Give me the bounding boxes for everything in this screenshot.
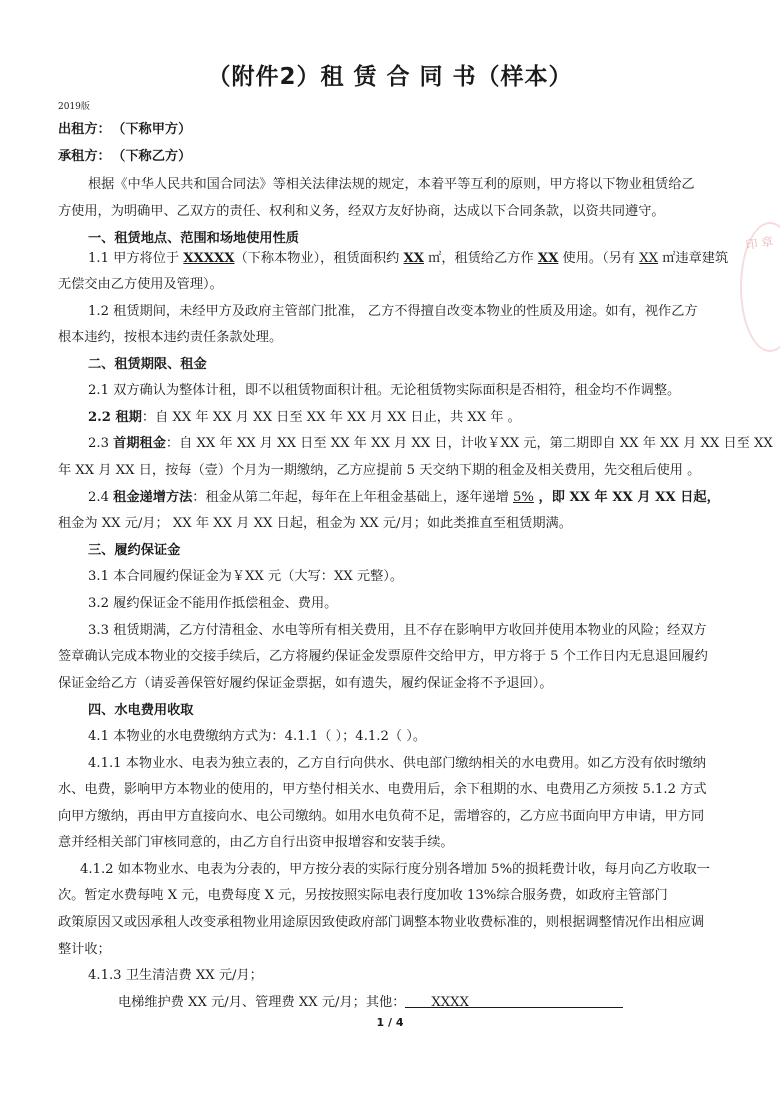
clause-4-1-3: 4.1.3 卫生清洁费 XX 元/月； (88, 968, 263, 983)
clause-3-2: 3.2 履约保证金不能用作抵偿租金、费用。 (88, 596, 338, 611)
clause-label: 租金递增方法 (113, 490, 193, 505)
lessor-alias: （下称甲方） (118, 122, 192, 137)
clause-2-4-line-1 (88, 489, 722, 507)
lessor-label: 出租方： (58, 122, 111, 137)
clause-2-2 (88, 409, 722, 427)
clause-3-3-line-1: 3.3 租赁期满，乙方付清租金、水电等所有相关费用，且不存在影响甲方收回并使用本物业的风险；经双方 (88, 623, 707, 638)
clause-text: ：租金从第二年起，每年在上年租金基础上，逐年递增 (192, 490, 513, 505)
clause-4-1-2-line-1: 4.1.2 如本物业水、电表为分表的，甲方按分表的实际行度分别各增加 5%的损耗费计收，每月向乙方收取一 (80, 862, 710, 877)
clause-text: 1.1 甲方将位于 (88, 251, 184, 266)
clause-2-3-line-1 (88, 435, 773, 453)
clause-text: ：自 XX 年 XX 月 XX 日至 XX 年 XX 月 XX 日，计收￥XX 元，第二期即自 XX 年 XX 月 XX 日至 XX (165, 436, 773, 451)
clause-4-1-2-line-3: 政策原因又或因承租人改变承租物业用途原因致使政府部门调整本物业收费标准的，则根据调整情况作出相应调 (58, 915, 705, 930)
clause-4-1-1-line-1: 4.1.1 本物业水、电表为独立表的，乙方自行向供水、供电部门缴纳相关的水电费用。如乙方没有依时缴纳 (88, 756, 706, 771)
clause-3-3-line-2: 签章确认完成本物业的交接手续后，乙方将履约保证金发票原件交给甲方，甲方将于 5 个工作日内无息退回履约 (58, 649, 708, 664)
clause-3-1: 3.1 本合同履约保证金为￥XX 元（大写：XX 元整）。 (88, 569, 404, 584)
section-1-heading: 一、租赁地点、范围和场地使用性质 (88, 231, 299, 246)
extra-area: XX (639, 251, 659, 266)
clause-text: ，即 XX 年 XX 月 XX 日起， (533, 490, 720, 505)
lessee-line (58, 148, 722, 166)
clause-4-1-1-line-3: 向甲方缴纳，再由甲方直接向水、电公司缴纳。如用水电负荷不足，需增容的，乙方应书面向甲方申请，甲方同 (58, 809, 705, 824)
clause-number: 2.4 (88, 490, 114, 505)
increase-rate: 5% (513, 490, 534, 505)
clause-1-1-line-1 (88, 250, 729, 268)
clause-1-2-line-1: 1.2 租赁期间，未经甲方及政府主管部门批准， 乙方不得擅自改变本物业的性质及用途。如有，视作乙方 (88, 304, 698, 319)
clause-number: 2.3 (88, 436, 114, 451)
clause-4-1-1-line-2: 水、电费，影响甲方本物业的使用的，甲方垫付相关水、电费用后，余下租期的水、电费用乙方须按 5.1.2 方式 (58, 782, 707, 797)
clause-2-1: 2.1 双方确认为整体计租，即不以租赁物面积计租。无论租赁物实际面积是否相符，租金均不作调整。 (88, 383, 681, 398)
lessee-alias: （下称乙方） (118, 149, 192, 164)
intro-line-1: 根据《中华人民共和国合同法》等相关法律法规的规定，本着平等互利的原则，甲方将以下物业租赁给乙 (88, 177, 695, 192)
clause-text: （下称本物业），租赁面积约 (234, 251, 404, 266)
rental-area: XX (403, 251, 424, 266)
other-fee-field: XXXX (405, 994, 623, 1008)
property-location: XXXXX (183, 251, 235, 266)
clause-label: 首期租金 (113, 436, 166, 451)
clause-4-1: 4.1 本物业的水电费缴纳方式为：4.1.1（ ）；4.1.2（ ）。 (88, 729, 427, 744)
clause-text: 使用。（另有 (558, 251, 640, 266)
clause-4-1-2-line-2: 次。暂定水费每吨 X 元，电费每度 X 元，另按按照实际电表行度加收 13%综合服务费，如政府主管部门 (58, 888, 668, 903)
clause-text: ㎡，租赁给乙方作 (423, 251, 538, 266)
section-4-heading: 四、水电费用收取 (88, 703, 194, 718)
clause-1-2-line-2: 根本违约，按根本违约责任条款处理。 (58, 330, 283, 345)
intro-line-2: 方使用，为明确甲、乙双方的责任、权利和义务，经双方友好协商，达成以下合同条款，以资共同遵守。 (58, 204, 665, 219)
lessee-label: 承租方： (58, 149, 111, 164)
document-title: （附件2）租 赁 合 同 书（样本） (207, 64, 573, 90)
property-use: XX (537, 251, 559, 266)
clause-3-3-line-3: 保证金给乙方（请妥善保管好履约保证金票据，如有遗失，履约保证金将不予退回）。 (58, 676, 553, 691)
clause-2-3-line-2: 年 XX 月 XX 日，按每（壹）个月为一期缴纳，乙方应提前 5 天交纳下期的租金及相关费用，先交租后使用 。 (58, 463, 701, 478)
clause-4-1-1-line-4: 意并经相关部门审核同意的，由乙方自行出资申报增容和安装手续。 (58, 835, 454, 850)
clause-text: ㎡违章建筑 (658, 251, 729, 266)
clause-1-1-line-2: 无偿交由乙方使用及管理）。 (58, 277, 223, 292)
section-2-heading: 二、租赁期限、租金 (88, 357, 207, 372)
seal-stamp-text: 印 章 (744, 234, 775, 253)
clause-4-1-2-line-4: 整计收； (58, 942, 111, 957)
version-label: 2019版 (58, 102, 90, 112)
clause-4-1-4 (118, 994, 722, 1012)
clause-label: 2.2 租期 (88, 410, 142, 425)
clause-text: ：自 XX 年 XX 月 XX 日至 XX 年 XX 月 XX 日止，共 XX 年 。 (141, 410, 521, 425)
clause-2-4-line-2: 租金为 XX 元/月； XX 年 XX 月 XX 日起，租金为 XX 元/月；如此类推直至租赁期满。 (58, 516, 572, 531)
lessor-line (58, 121, 722, 139)
page-number: 1 / 4 (376, 1016, 404, 1029)
section-3-heading: 三、履约保证金 (88, 543, 181, 558)
clause-text: 电梯维护费 XX 元/月、管理费 XX 元/月；其他： (118, 995, 406, 1010)
